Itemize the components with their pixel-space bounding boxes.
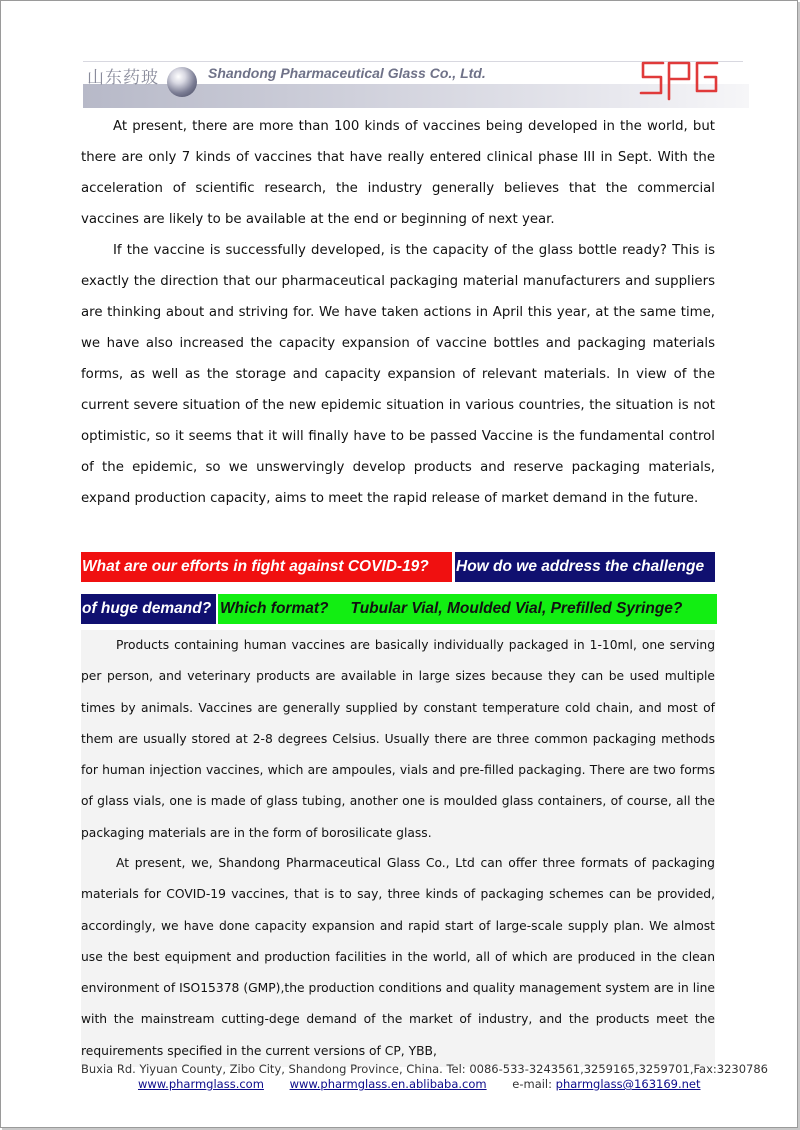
- alibaba-link[interactable]: www.pharmglass.en.ablibaba.com: [289, 1077, 487, 1091]
- paragraph-vaccine-development: At present, there are more than 100 kinds of vaccines being developed in the world, but there are only 7 kinds of vaccines that have really entered clinical phase III in Sept. With the acceleration of scientific research, the industry generally believes that the commercial vaccines are likely to be available at the end or beginning of next year.: [81, 119, 715, 227]
- spg-logo-icon: [637, 55, 721, 107]
- format-options: Tubular Vial, Moulded Vial, Prefilled Syringe?: [350, 600, 683, 617]
- company-orb-logo-icon: [167, 67, 197, 97]
- company-name-english: Shandong Pharmaceutical Glass Co., Ltd.: [208, 65, 486, 81]
- email-label: e-mail:: [512, 1077, 553, 1091]
- question-challenge-part2: of huge demand?: [81, 594, 216, 624]
- question-efforts-covid: What are our efforts in fight against COVID-19?: [81, 552, 452, 582]
- question-challenge-part1: How do we address the challenge: [455, 552, 715, 582]
- format-label: Which format?: [220, 600, 329, 617]
- email-link[interactable]: pharmglass@163169.net: [555, 1077, 701, 1091]
- website-link[interactable]: www.pharmglass.com: [138, 1077, 264, 1091]
- paragraph-glass-capacity: If the vaccine is successfully developed, is the capacity of the glass bottle ready? This is exactly the direction that our pharmaceutical packaging material manufacturers and suppliers are thinking about and striving for. We have taken actions in April this year, at the same time, we have also increased the capacity expansion of vaccine bottles and packaging materials forms, as well as the storage and capacity expansion of relevant materials. In view of the current severe situation of the new epidemic situation in various countries, the situation is not optimistic, so it seems that it will finally have to be passed Vaccine is the fundamental control of the epidemic, so we unswervingly develop products and reserve packaging materials, expand production capacity, aims to meet the rapid release of market demand in the future.: [81, 243, 715, 506]
- company-name-chinese: 山东药玻: [87, 68, 159, 88]
- footer-address: Buxia Rd. Yiyuan County, Zibo City, Shandong Province, China. Tel: 0086-533-3243561,3259165,3259701,Fax:3230786: [81, 1062, 768, 1076]
- paragraph-vaccine-packaging: Products containing human vaccines are basically individually packaged in 1-10ml, one serving per person, and veterinary products are available in large sizes because they can be used multiple times by animals. Vaccines are generally supplied by constant temperature cold chain, and most of them are usually stored at 2-8 degrees Celsius. Usually there are three common packaging methods for human injection vaccines, which are ampoules, vials and pre-filled packaging. There are two forms of glass vials, one is made of glass tubing, another one is moulded glass containers, of course, all the packaging materials are in the form of borosilicate glass.: [81, 630, 715, 849]
- question-which-format: [218, 594, 717, 624]
- paragraph-company-offer: At present, we, Shandong Pharmaceutical Glass Co., Ltd can offer three formats of packaging materials for COVID-19 vaccines, that is to say, three kinds of packaging schemes can be provided, accordingly, we have done capacity expansion and rapid start of large-scale supply plan. We almost use the best equipment and production facilities in the world, all of which are produced in the clean environment of ISO15378 (GMP),the production conditions and quality management system are in line with the mainstream cutting-dege demand of the market of industry, and the products meet the requirements specified in the current versions of CP, YBB,: [81, 848, 715, 1067]
- footer-links: [138, 1077, 701, 1091]
